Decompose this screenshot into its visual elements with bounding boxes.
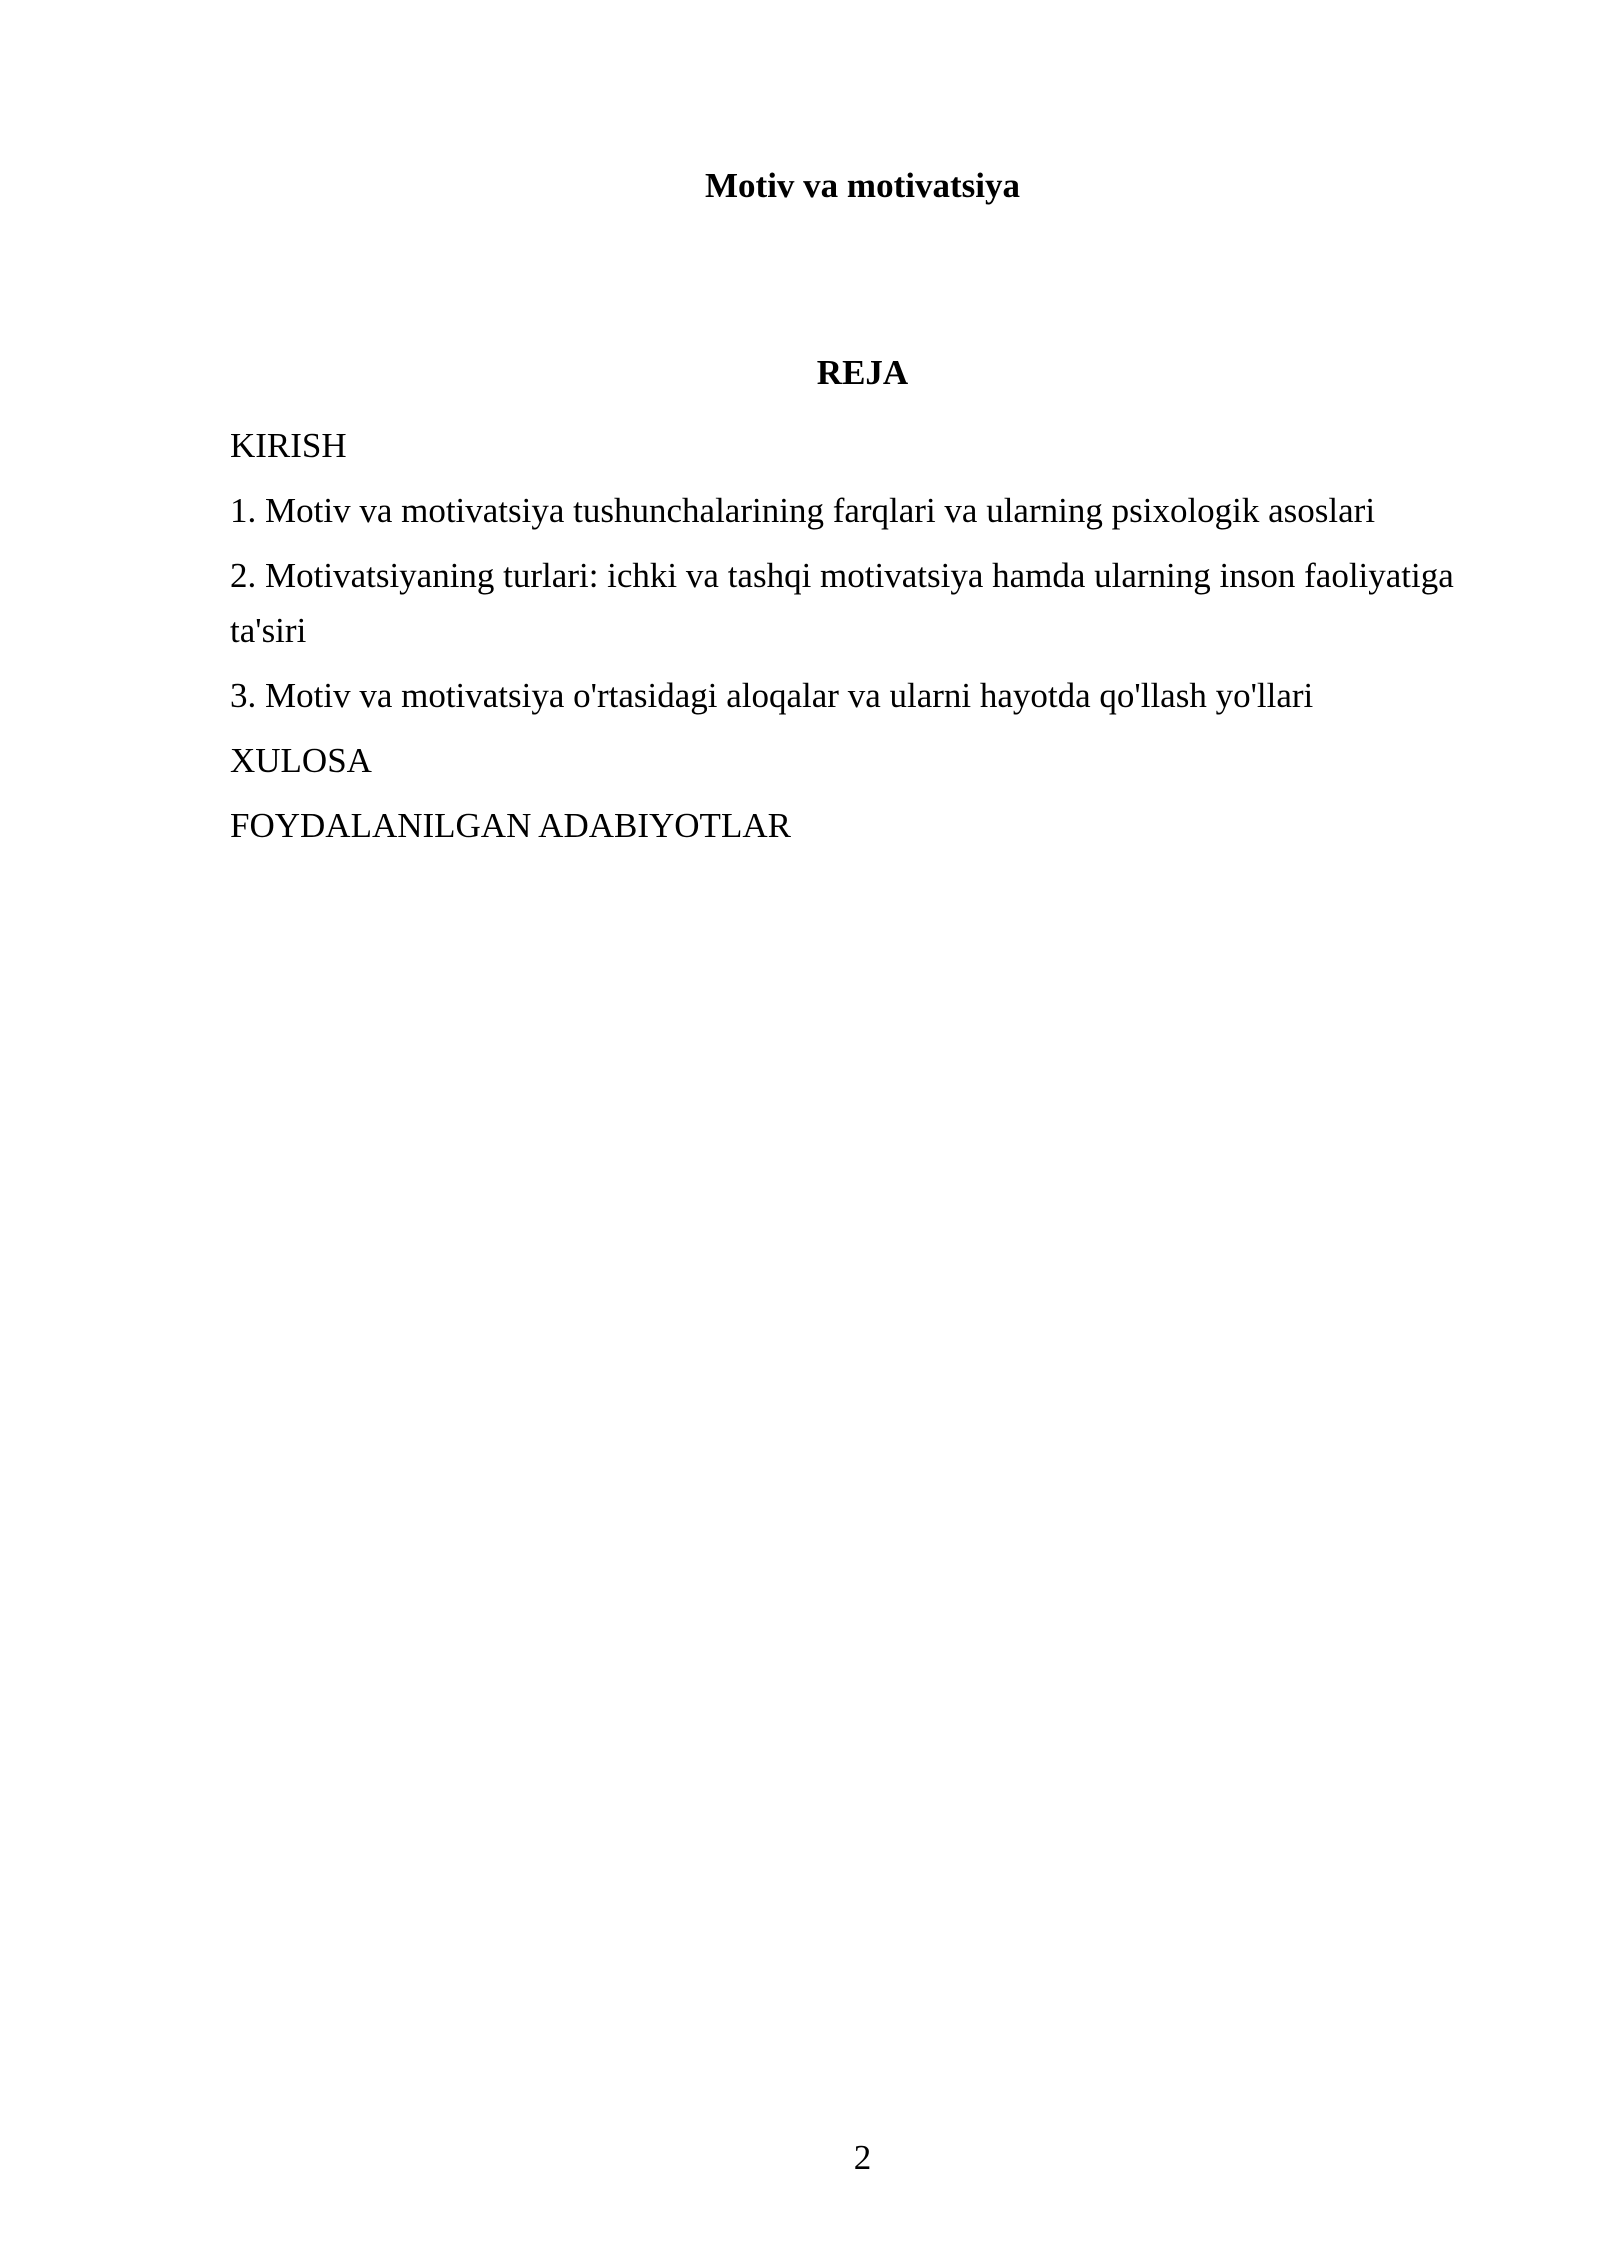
plan-item-2: 2. Motivatsiyaning turlari: ichki va tashqi motivatsiya hamda ularning inson faoliyatiga ta'siri: [230, 556, 1454, 650]
plan-list: [230, 418, 1480, 863]
document-title: Motiv va motivatsiya: [705, 166, 1020, 205]
plan-item-introduction: KIRISH: [230, 426, 347, 465]
plan-item-3: 3. Motiv va motivatsiya o'rtasidagi aloqalar va ularni hayotda qo'llash yo'llari: [230, 676, 1314, 715]
plan-item-1: 1. Motiv va motivatsiya tushunchalarining farqlari va ularning psixologik asoslari: [230, 491, 1376, 530]
plan-item-references: FOYDALANILGAN ADABIYOTLAR: [230, 806, 791, 845]
plan-heading: REJA: [816, 353, 909, 392]
plan-item-conclusion: XULOSA: [230, 741, 372, 780]
page-number: 2: [853, 2138, 872, 2177]
